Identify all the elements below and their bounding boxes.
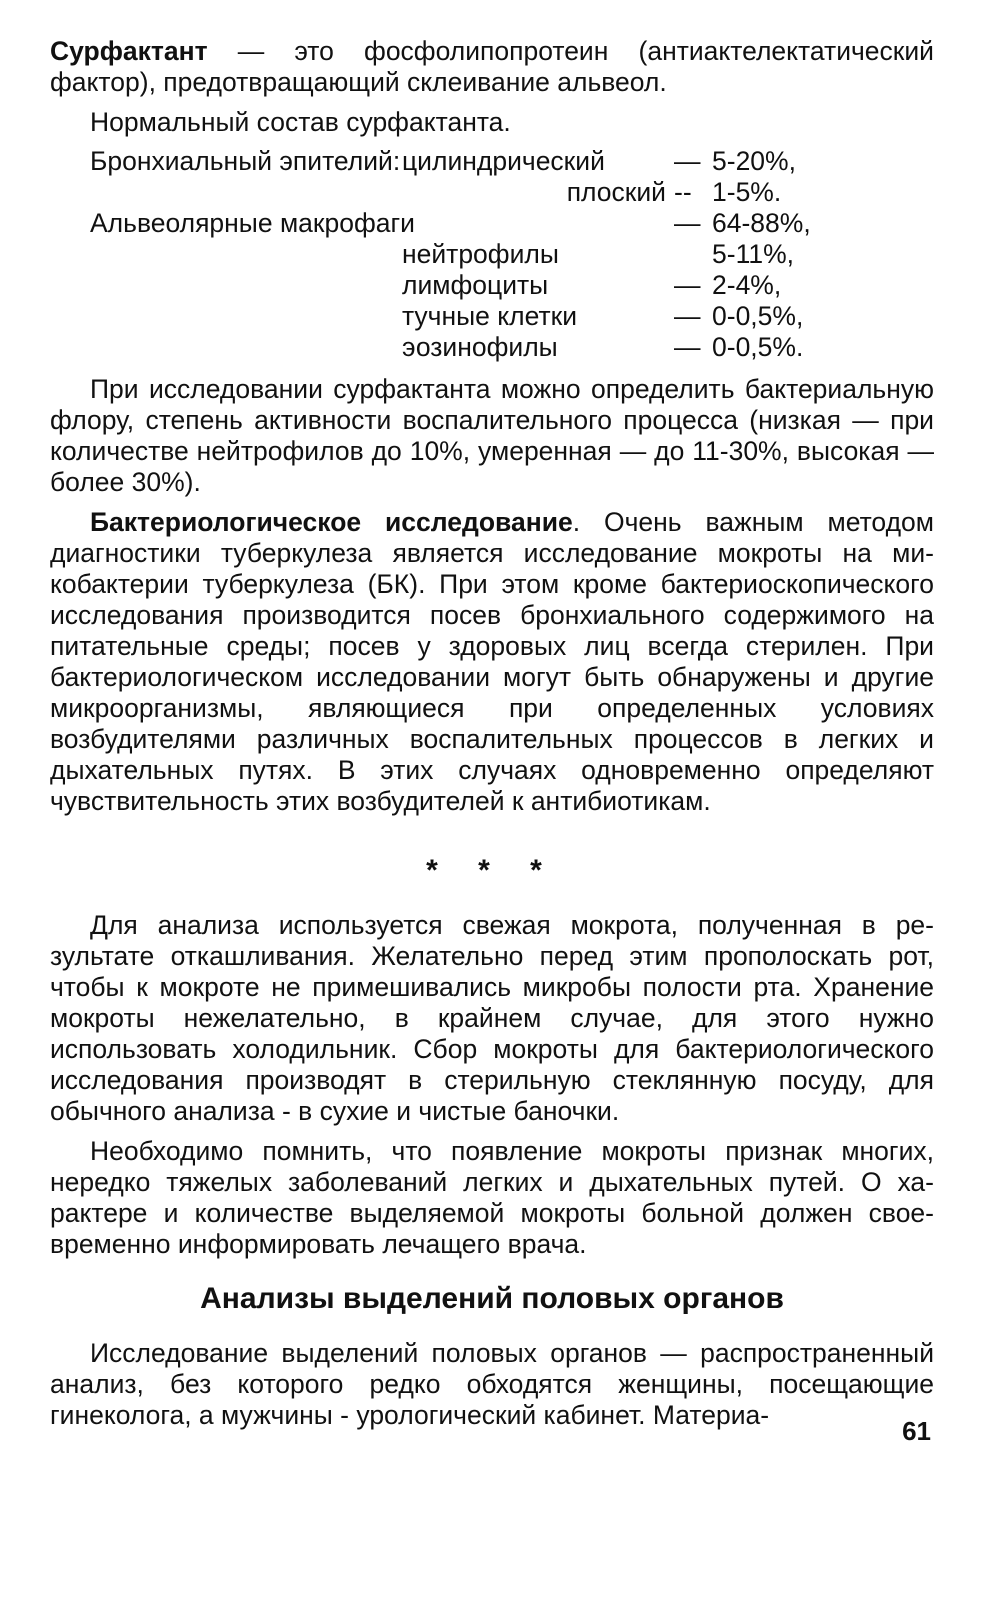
composition-group	[50, 239, 402, 270]
composition-dash: —	[674, 146, 701, 176]
composition-table	[50, 146, 934, 363]
composition-group: Альвеолярные макрофаги	[90, 208, 415, 238]
surfactant-definition-text: — это фосфолипопротеин (антиактелектатический фактор), предотвращающий склеивание альвеол.	[50, 36, 934, 97]
composition-group	[50, 177, 370, 208]
composition-value: 0-0,5%,	[712, 301, 804, 331]
composition-item: тучные клетки	[402, 301, 578, 331]
surfactant-study-paragraph: При исследовании сурфактанта можно определить бактериальную флору, степень активности воспалительного процесса (низкая — при количестве нейтрофилов до 10%, умеренная — до 11-30%, высокая — более 30%).	[50, 374, 934, 497]
sputum-warning-paragraph: Необходимо помнить, что появление мокроты признак многих, нередко тяжелых заболеваний легких и дыхательных путей. О характере и количестве выделяемой мокроты больной должен своевременно информировать лечащего врача.	[50, 1136, 934, 1259]
page-number: 61	[902, 1416, 931, 1446]
bacteriology-term: Бактериологическое исследование	[90, 507, 573, 537]
composition-group	[50, 270, 402, 301]
composition-row	[50, 239, 934, 270]
section-separator: * * *	[426, 854, 558, 887]
book-page	[50, 36, 934, 1431]
composition-item: нейтрофилы	[402, 239, 559, 269]
composition-dash: —	[674, 332, 701, 362]
composition-dash: --	[674, 177, 692, 207]
genital-analysis-paragraph: Исследование выделений половых органов — распространенный анализ, без которого редко обходятся женщины, посещающие гинеколога, а мужчины - урологический кабинет. Материа-	[50, 1338, 934, 1430]
composition-item: лимфоциты	[402, 270, 549, 300]
composition-value: 2-4%,	[712, 270, 782, 300]
composition-row	[50, 208, 934, 239]
composition-value: 64-88%,	[712, 208, 811, 238]
composition-item: эозинофилы	[402, 332, 558, 362]
composition-group: Бронхиальный эпителий:	[90, 146, 401, 176]
bacteriology-paragraph	[50, 507, 934, 817]
composition-value: 0-0,5%.	[712, 332, 804, 362]
composition-value: 5-20%,	[712, 146, 796, 176]
composition-dash: —	[674, 301, 701, 331]
composition-dash	[674, 239, 712, 270]
composition-value: 5-11%,	[712, 239, 794, 269]
composition-item: плоский	[566, 177, 666, 207]
composition-value: 1-5%.	[712, 177, 782, 207]
composition-group	[50, 301, 402, 332]
composition-item: цилиндрический	[402, 146, 605, 176]
composition-row	[50, 332, 934, 363]
composition-dash: —	[674, 208, 701, 238]
composition-row	[50, 270, 934, 301]
composition-group	[50, 332, 402, 363]
composition-row	[50, 301, 934, 332]
composition-dash: —	[674, 270, 701, 300]
composition-row	[50, 177, 934, 208]
surfactant-term: Сурфактант	[50, 36, 208, 66]
composition-row	[50, 146, 934, 177]
sputum-collection-paragraph: Для анализа используется свежая мокрота, полученная в результате откашливания. Желательно перед этим прополоскать рот, чтобы к мокроте не примешивались микробы полости рта. Хранение мокроты нежелательно, в крайнем случае, для этого нужно использовать холодильник. Сбор мокроты для бактериологического исследования производят в стерильную стеклянную посуду, для обычного анализа - в сухие и чистые баночки.	[50, 910, 934, 1126]
composition-heading: Нормальный состав сурфактанта.	[90, 107, 511, 137]
surfactant-definition	[50, 36, 934, 98]
bacteriology-text: . Очень важным методом диагностики туберкулеза является исследование мокроты на микобактерии туберкулеза (БК). При этом кроме бактериоскопического исследования производится посев бронхиального содержимого на питательные среды; посев у здоровых лиц всегда стерилен. При бактериологическом исследовании могут быть обнаружены и другие микроорганизмы, являющиеся при определенных условиях возбудителями различных воспалительных процессов в легких и дыхательных путях. В этих случаях одновременно определяют чувствительность этих возбудителей к антибиотикам.	[50, 507, 935, 816]
section-title: Анализы выделений половых органов	[200, 1282, 784, 1315]
